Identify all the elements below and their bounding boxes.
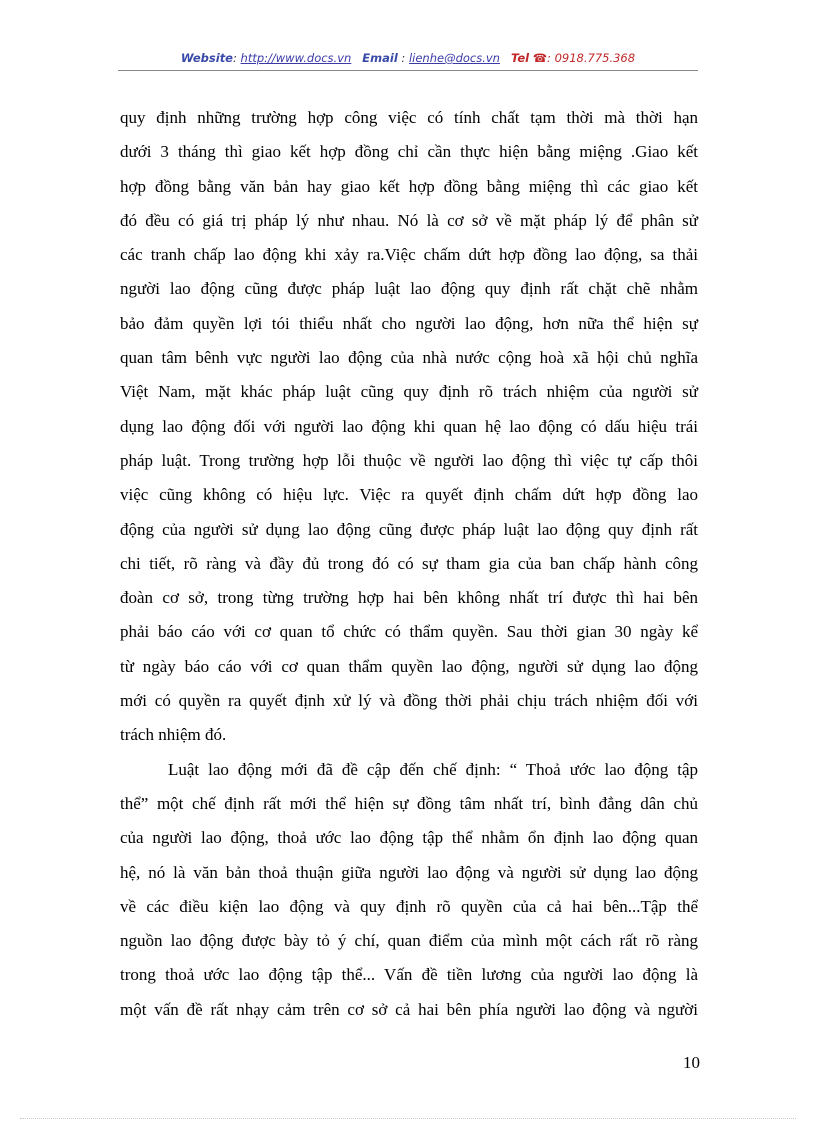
text-line: phải báo cáo với cơ quan tổ chức có thẩm quyền. Sau thời gian 30 ngày kể — [120, 622, 698, 642]
text-line: quy định những trường hợp công việc có tính chất tạm thời mà thời hạn — [120, 108, 698, 127]
text-line: quan tâm bênh vực người lao động của nhà nước cộng hoà xã hội chủ nghĩa — [120, 348, 698, 368]
email-link[interactable]: lienhe@docs.vn — [408, 51, 500, 65]
footer-divider — [20, 1118, 796, 1119]
text-line: hệ, nó là văn bản thoả thuận giữa người lao động và người sử dụng lao động — [120, 862, 698, 882]
text-line: dưới 3 tháng thì giao kết hợp đồng chỉ cần thực hiện bằng miệng .Giao kết — [120, 142, 698, 162]
tel-number: 0918.775.368 — [554, 51, 636, 65]
text-line: nguồn lao động được bày tỏ ý chí, quan điểm của mình một cách rất rõ ràng — [120, 931, 698, 951]
text-line: chi tiết, rõ ràng và đầy đủ trong đó có sự tham gia của ban chấp hành công — [120, 553, 698, 573]
text-line: đó đều có giá trị pháp lý như nhau. Nó là cơ sở về mặt pháp lý để phân sử — [120, 210, 698, 230]
text-line: trong thoả ước lao động tập thể... Vấn đề tiền lương của người lao động là — [120, 965, 698, 985]
paragraph-end-line: trách nhiệm đó. — [120, 725, 227, 745]
website-separator: : — [233, 51, 241, 65]
header-divider — [118, 70, 698, 71]
website-link[interactable]: http://www.docs.vn — [240, 51, 352, 65]
email-separator: : — [397, 51, 409, 65]
tel-label: Tel — [510, 51, 530, 65]
text-line: về các điều kiện lao động và quy định rõ quyền của cả hai bên...Tập thể — [120, 896, 698, 916]
paragraph-start-line: Luật lao động mới đã đề cập đến chế định: “ Thoả ước lao động tập — [168, 759, 698, 779]
text-line: của người lao động, thoả ước lao động tập thể nhằm ổn định lao động quan — [120, 828, 698, 848]
text-line: Việt Nam, mặt khác pháp luật cũng quy định rõ trách nhiệm của người sử — [120, 382, 698, 402]
page-header — [118, 51, 698, 65]
phone-icon: ☎ — [532, 51, 548, 65]
text-line: từ ngày báo cáo với cơ quan thẩm quyền lao động, người sử dụng lao động — [120, 656, 698, 676]
email-label: Email — [362, 51, 398, 65]
text-line: người lao động cũng được pháp luật lao động quy định rất chặt chẽ nhằm — [120, 279, 698, 299]
text-line: pháp luật. Trong trường hợp lỗi thuộc về người lao động thì việc tự cấp thôi — [120, 450, 698, 470]
text-line: các tranh chấp lao động khi xảy ra.Việc chấm dứt hợp đồng lao động, sa thải — [120, 245, 698, 265]
website-label: Website — [180, 51, 233, 65]
text-line: hợp đồng bằng văn bản hay giao kết hợp đồng bằng miệng thì các giao kết — [120, 176, 698, 196]
text-line: mới có quyền ra quyết định xử lý và đồng thời phải chịu trách nhiệm đối với — [120, 691, 698, 711]
text-line: bảo đảm quyền lợi tói thiểu nhất cho người lao động, hơn nữa thể hiện sự — [120, 313, 698, 333]
page-number: 10 — [683, 1053, 700, 1072]
body-text — [120, 101, 698, 1027]
text-line: một vấn đề rất nhạy cảm trên cơ sở cả hai bên phía người lao động và người — [120, 999, 698, 1019]
text-line: đoàn cơ sở, trong từng trường hợp hai bên không nhất trí được thì hai bên — [120, 588, 698, 608]
text-line: thể” một chế định rất mới thể hiện sự đồng tâm nhất trí, bình đẳng dân chủ — [120, 793, 698, 813]
text-line: dụng lao động đối với người lao động khi quan hệ lao động có dấu hiệu trái — [120, 416, 698, 436]
text-line: việc cũng không có hiệu lực. Việc ra quyết định chấm dứt hợp đồng lao — [120, 485, 698, 505]
tel-separator: : — [547, 51, 555, 65]
text-line: động của người sử dụng lao động cũng được pháp luật lao động quy định rất — [120, 519, 698, 539]
